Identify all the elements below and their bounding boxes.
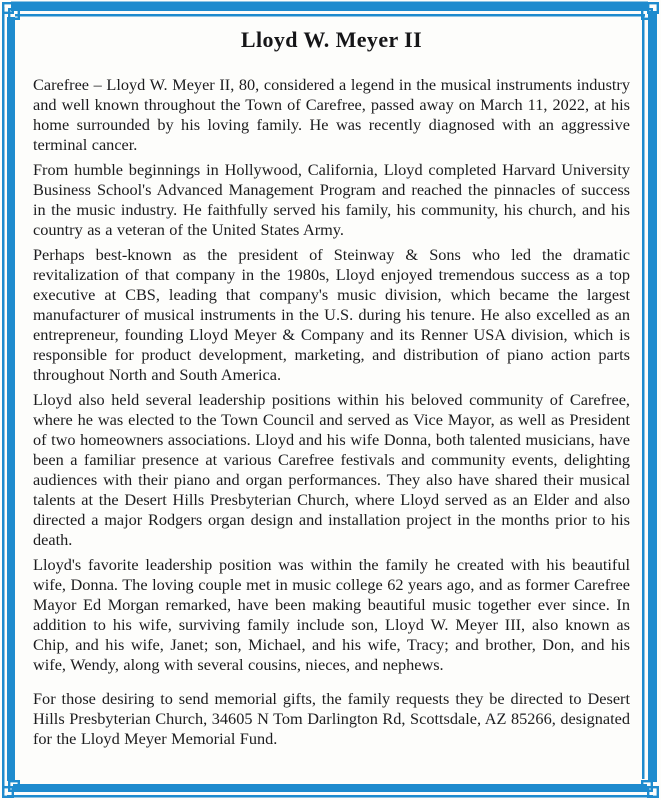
obituary-paragraph-career: Perhaps best-known as the president of Steinway & Sons who led the dramatic revitalization of that company in the 1980s, Lloyd enjoyed tremendous success as a top executive at CBS, leading that company's music division, which became the largest manufacturer of musical instruments in the U.S. during his tenure. He also excelled as an entrepreneur, founding Lloyd Meyer & Company and its Renner USA division, which is responsible for product development, marketing, and distribution of piano action parts throughout North and South America. (33, 245, 630, 384)
border-left-thin-rule (2, 7, 5, 793)
obituary-paragraph-beginnings: From humble beginnings in Hollywood, California, Lloyd completed Harvard University Business School's Advanced Management Program and reached the pinnacles of success in the music industry. He faithfully served his family, his community, his church, and his country as a veteran of the United States Army. (33, 160, 630, 239)
border-top-thin-rule (15, 14, 645, 17)
border-top-thick-bar (11, 2, 648, 12)
obituary-content (33, 27, 630, 754)
page-title: Lloyd W. Meyer II (240, 27, 423, 52)
obituary-paragraph-memorial: For those desiring to send memorial gifts, the family requests they be directed to Desert Hills Presbyterian Church, 34605 N Tom Darlington Rd, Scottsdale, AZ 85266, designated for the Lloyd Meyer Memorial Fund. (33, 689, 630, 748)
border-bottom-thick-bar (13, 784, 647, 792)
border-right-thick-bar (648, 11, 657, 782)
border-corner-knot-top-left (3, 3, 19, 19)
border-right-thin-rule (642, 15, 645, 779)
obituary-paragraph-community: Lloyd also held several leadership positions within his beloved community of Carefree, where he was elected to the Town Council and served as Vice Mayor, as well as President of two homeowners associations. Lloyd and his wife Donna, both talented musicians, have been a familiar presence at various Carefree festivals and community events, delighting audiences with their piano and organ performances. They also have shared their musical talents at the Desert Hills Presbyterian Church, where Lloyd served as an Elder and also directed a major Rodgers organ design and installation project in the months prior to his death. (33, 390, 630, 549)
obituary-paragraph-intro: Carefree – Lloyd W. Meyer II, 80, considered a legend in the musical instruments industry and well known throughout the Town of Carefree, passed away on March 11, 2022, at his home surrounded by his loving family. He was recently diagnosed with an aggressive terminal cancer. (33, 75, 630, 154)
border-corner-knot-bottom-left (3, 781, 19, 797)
border-corner-knot-bottom-right (642, 781, 658, 797)
border-bottom-thin-rule (7, 795, 653, 798)
border-left-thick-bar (7, 17, 15, 781)
border-corner-knot-top-right (642, 3, 658, 19)
obituary-paragraph-family: Lloyd's favorite leadership position was within the family he created with his beautiful wife, Donna. The loving couple met in music college 62 years ago, and as former Carefree Mayor Ed Morgan remarked, have been making beautiful music together ever since. In addition to his wife, surviving family include son, Lloyd W. Meyer III, also known as Chip, and his wife, Janet; son, Michael, and his wife, Tracy; and brother, Don, and his wife, Wendy, along with several cousins, nieces, and nephews. (33, 555, 630, 674)
